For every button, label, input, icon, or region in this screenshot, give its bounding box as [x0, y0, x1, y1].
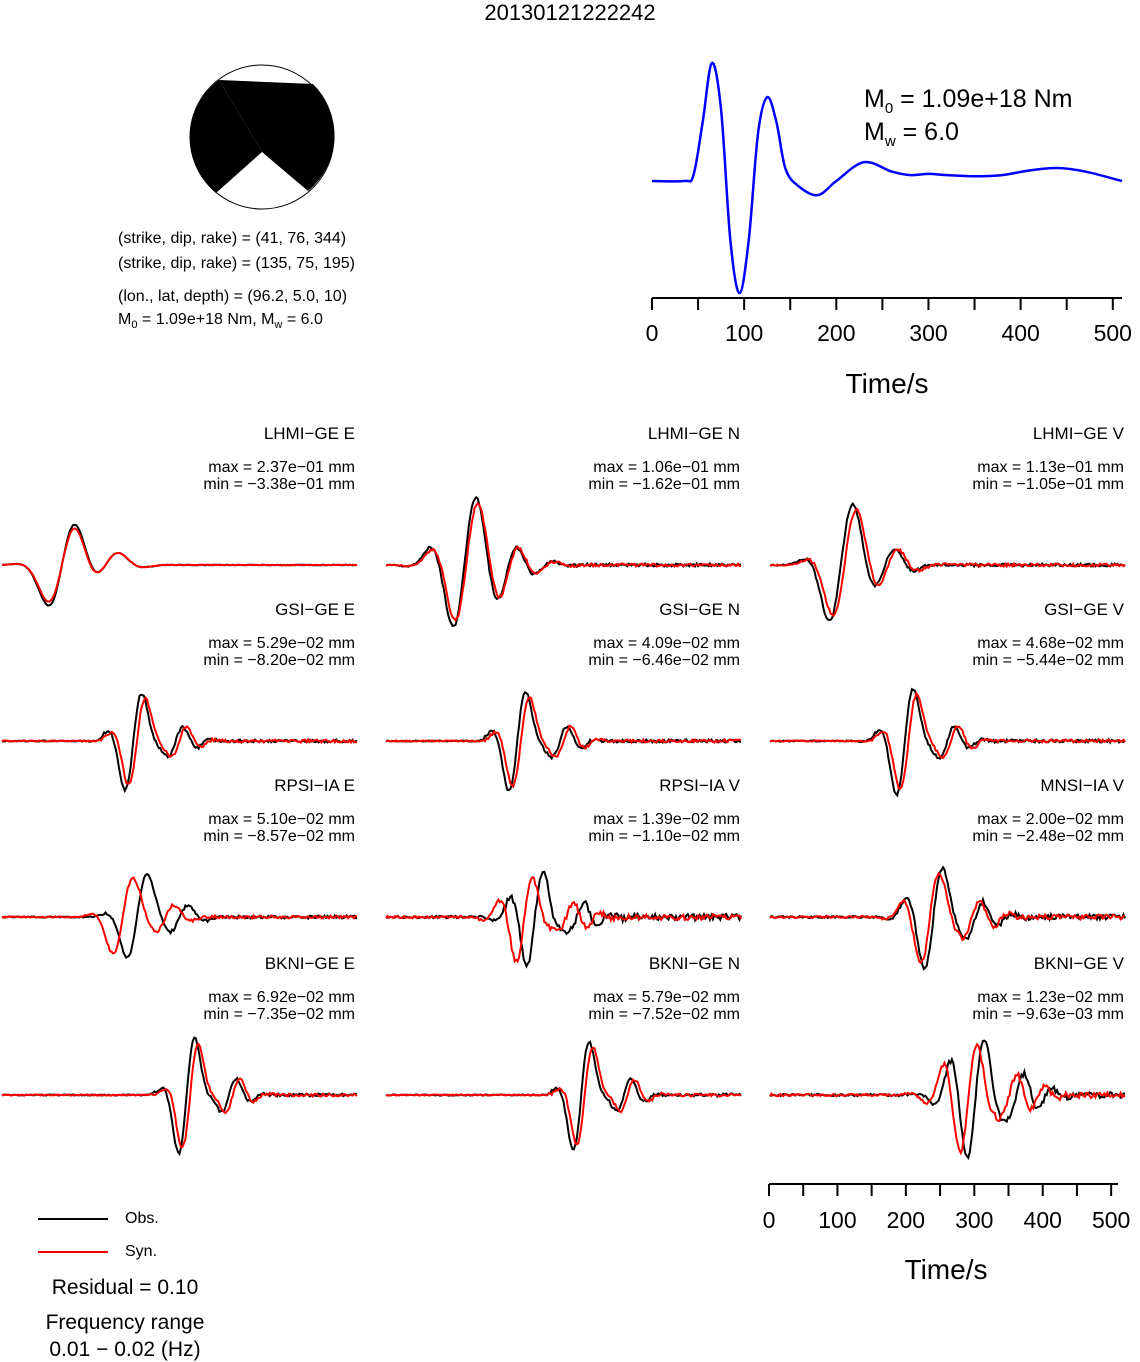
bottom-tick-label: 400 [1023, 1207, 1062, 1233]
synthetic-trace [2, 1044, 357, 1147]
station-name: LHMI−GE E [263, 424, 355, 443]
station-max: max = 5.79e−02 mm [593, 989, 740, 1006]
bottom-tick-label: 300 [955, 1207, 994, 1233]
station-max: max = 6.92e−02 mm [208, 989, 355, 1006]
stf-axis [652, 298, 1122, 310]
stf-tick-label: 400 [1001, 320, 1040, 346]
bottom-tick-label: 0 [762, 1207, 776, 1233]
stf-xlabel: Time/s [845, 368, 929, 399]
station-max: max = 5.10e−02 mm [208, 811, 355, 828]
station-max: max = 4.68e−02 mm [977, 635, 1124, 652]
station-max: max = 5.29e−02 mm [208, 635, 355, 652]
stf-mw: $M_w = 6.0$ [864, 118, 959, 150]
synthetic-trace [2, 528, 357, 601]
synthetic-trace [386, 697, 741, 786]
frequency-title: Frequency range [45, 1311, 205, 1334]
station-min: min = −6.46e−02 mm [588, 652, 740, 669]
station-name: BKNI−GE V [1033, 954, 1124, 973]
station-name: RPSI−IA V [659, 776, 740, 795]
station-min: min = −9.63e−03 mm [972, 1006, 1124, 1023]
residual: Residual = 0.10 [51, 1276, 199, 1299]
station-min: min = −2.48e−02 mm [972, 828, 1124, 845]
station-max: max = 1.39e−02 mm [593, 811, 740, 828]
station-max: max = 1.23e−02 mm [977, 989, 1124, 1006]
legend-lines [38, 1219, 108, 1252]
station-name: BKNI−GE N [648, 954, 740, 973]
stf-m0: $M_0 = 1.09e+18$ Nm [864, 85, 1073, 117]
fm-plane2: (strike, dip, rake) = (135, 75, 195) [118, 255, 355, 272]
beachball [190, 65, 334, 209]
station-name: LHMI−GE V [1032, 424, 1124, 443]
bottom-xlabel: Time/s [904, 1254, 988, 1285]
fm-moment: $M_0 = 1.09e+18$ Nm, $M_w = 6.0$ [118, 311, 323, 332]
legend-syn: Syn. [125, 1243, 158, 1260]
station-min: min = −7.35e−02 mm [203, 1006, 355, 1023]
station-max: max = 4.09e−02 mm [593, 635, 740, 652]
figure-title: 20130121222242 [484, 0, 656, 25]
bottom-axis [769, 1184, 1118, 1196]
synthetic-trace [2, 698, 357, 784]
station-min: min = −1.10e−02 mm [588, 828, 740, 845]
station-max: max = 2.37e−01 mm [208, 459, 355, 476]
station-name: RPSI−IA E [274, 776, 355, 795]
station-name: BKNI−GE E [264, 954, 355, 973]
stf-tick-label: 0 [645, 320, 659, 346]
bottom-tick-label: 500 [1091, 1207, 1131, 1233]
fm-location: (lon., lat, depth) = (96.2, 5.0, 10) [118, 288, 348, 305]
synthetic-trace [386, 877, 741, 961]
station-name: LHMI−GE N [647, 424, 740, 443]
station-min: min = −5.44e−02 mm [972, 652, 1124, 669]
station-max: max = 1.13e−01 mm [977, 459, 1124, 476]
station-min: min = −8.57e−02 mm [203, 828, 355, 845]
station-min: min = −7.52e−02 mm [588, 1006, 740, 1023]
station-min: min = −3.38e−01 mm [203, 476, 355, 493]
station-name: GSI−GE E [275, 600, 355, 619]
station-name: GSI−GE V [1044, 600, 1124, 619]
bottom-tick-label: 200 [886, 1207, 926, 1233]
observed-trace [770, 1041, 1125, 1158]
stf-tick-label: 300 [909, 320, 948, 346]
fm-plane1: (strike, dip, rake) = (41, 76, 344) [118, 230, 347, 247]
station-max: max = 2.00e−02 mm [977, 811, 1124, 828]
station-name: MNSI−IA V [1040, 776, 1124, 795]
frequency-value: 0.01 − 0.02 (Hz) [49, 1338, 201, 1361]
station-max: max = 1.06e−01 mm [593, 459, 740, 476]
bottom-tick-label: 100 [818, 1207, 857, 1233]
station-min: min = −1.05e−01 mm [972, 476, 1124, 493]
legend-obs: Obs. [125, 1210, 159, 1227]
stf-tick-label: 100 [724, 320, 764, 346]
station-min: min = −1.62e−01 mm [588, 476, 740, 493]
station-min: min = −8.20e−02 mm [203, 652, 355, 669]
stf-tick-label: 200 [817, 320, 856, 346]
synthetic-trace [386, 1048, 741, 1144]
stf-tick-label: 500 [1093, 320, 1132, 346]
station-name: GSI−GE N [659, 600, 740, 619]
